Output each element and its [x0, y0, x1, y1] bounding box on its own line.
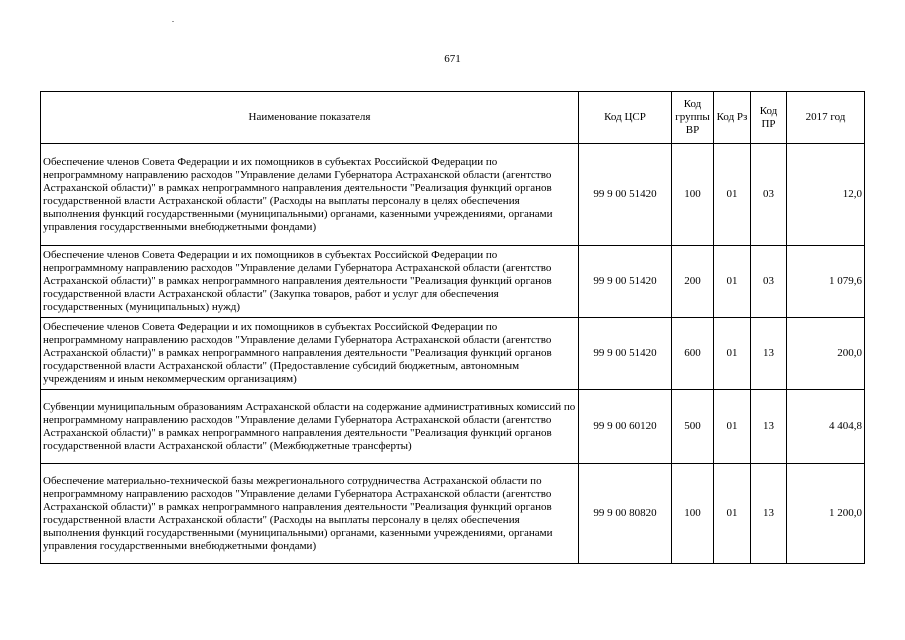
row-rz: 01 [714, 318, 751, 390]
row-vr: 100 [672, 144, 714, 246]
row-csr: 99 9 00 51420 [579, 144, 672, 246]
row-vr: 100 [672, 464, 714, 564]
row-amount: 1 200,0 [787, 464, 865, 564]
row-name: Субвенции муниципальным образованиям Астраханской области на содержание административных комиссий по непрограммному направлению расходов "Управление делами Губернатора Астраханской области (агентство Астраханской области)" в рамках непрограммного направления деятельности "Реализация функций органов государственной власти Астраханской области" (Межбюджетные трансферты) [41, 390, 579, 464]
row-amount: 1 079,6 [787, 246, 865, 318]
row-rz: 01 [714, 246, 751, 318]
table-row [41, 318, 865, 390]
row-vr: 500 [672, 390, 714, 464]
row-rz: 01 [714, 464, 751, 564]
scan-speck [172, 21, 174, 22]
row-name: Обеспечение материально-технической базы межрегионального сотрудничества Астраханской области по непрограммному направлению расходов "Управление делами Губернатора Астраханской области (агентство Астраханской области)" в рамках непрограммного направления деятельности "Реализация функций органов государственной власти Астраханской области" (Расходы на выплаты персоналу в целях обеспечения выполнения функций государственными (муниципальными) органами, казенными учреждениями, органами управления государственными внебюджетными фондами) [41, 464, 579, 564]
row-pr: 13 [751, 390, 787, 464]
row-csr: 99 9 00 60120 [579, 390, 672, 464]
header-rz: Код Рз [714, 92, 751, 144]
header-vr: Код группы ВР [672, 92, 714, 144]
header-csr: Код ЦСР [579, 92, 672, 144]
row-vr: 600 [672, 318, 714, 390]
row-name: Обеспечение членов Совета Федерации и их помощников в субъектах Российской Федерации по непрограммному направлению расходов "Управление делами Губернатора Астраханской области (агентство Астраханской области)" в рамках непрограммного направления деятельности "Реализация функций органов государственной власти Астраханской области" (Расходы на выплаты персоналу в целях обеспечения выполнения функций государственными (муниципальными) органами, казенными учреждениями, органами управления государственными внебюджетными фондами) [41, 144, 579, 246]
header-row [41, 92, 865, 144]
row-pr: 13 [751, 318, 787, 390]
header-name: Наименование показателя [41, 92, 579, 144]
table-row [41, 246, 865, 318]
row-csr: 99 9 00 51420 [579, 318, 672, 390]
header-pr: Код ПР [751, 92, 787, 144]
row-pr: 03 [751, 246, 787, 318]
row-rz: 01 [714, 390, 751, 464]
table-row [41, 464, 865, 564]
row-csr: 99 9 00 51420 [579, 246, 672, 318]
row-csr: 99 9 00 80820 [579, 464, 672, 564]
row-amount: 200,0 [787, 318, 865, 390]
row-name: Обеспечение членов Совета Федерации и их помощников в субъектах Российской Федерации по непрограммному направлению расходов "Управление делами Губернатора Астраханской области (агентство Астраханской области)" в рамках непрограммного направления деятельности "Реализация функций органов государственной власти Астраханской области" (Закупка товаров, работ и услуг для обеспечения государственных (муниципальных) нужд) [41, 246, 579, 318]
row-pr: 03 [751, 144, 787, 246]
header-year: 2017 год [787, 92, 865, 144]
table-row [41, 144, 865, 246]
row-name: Обеспечение членов Совета Федерации и их помощников в субъектах Российской Федерации по непрограммному направлению расходов "Управление делами Губернатора Астраханской области (агентство Астраханской области)" в рамках непрограммного направления деятельности "Реализация функций органов государственной власти Астраханской области" (Предоставление субсидий бюджетным, автономным учреждениям и иным некоммерческим организациям) [41, 318, 579, 390]
page-number: 671 [444, 53, 461, 65]
row-rz: 01 [714, 144, 751, 246]
row-amount: 4 404,8 [787, 390, 865, 464]
row-pr: 13 [751, 464, 787, 564]
budget-table [40, 91, 865, 564]
row-vr: 200 [672, 246, 714, 318]
table-row [41, 390, 865, 464]
row-amount: 12,0 [787, 144, 865, 246]
